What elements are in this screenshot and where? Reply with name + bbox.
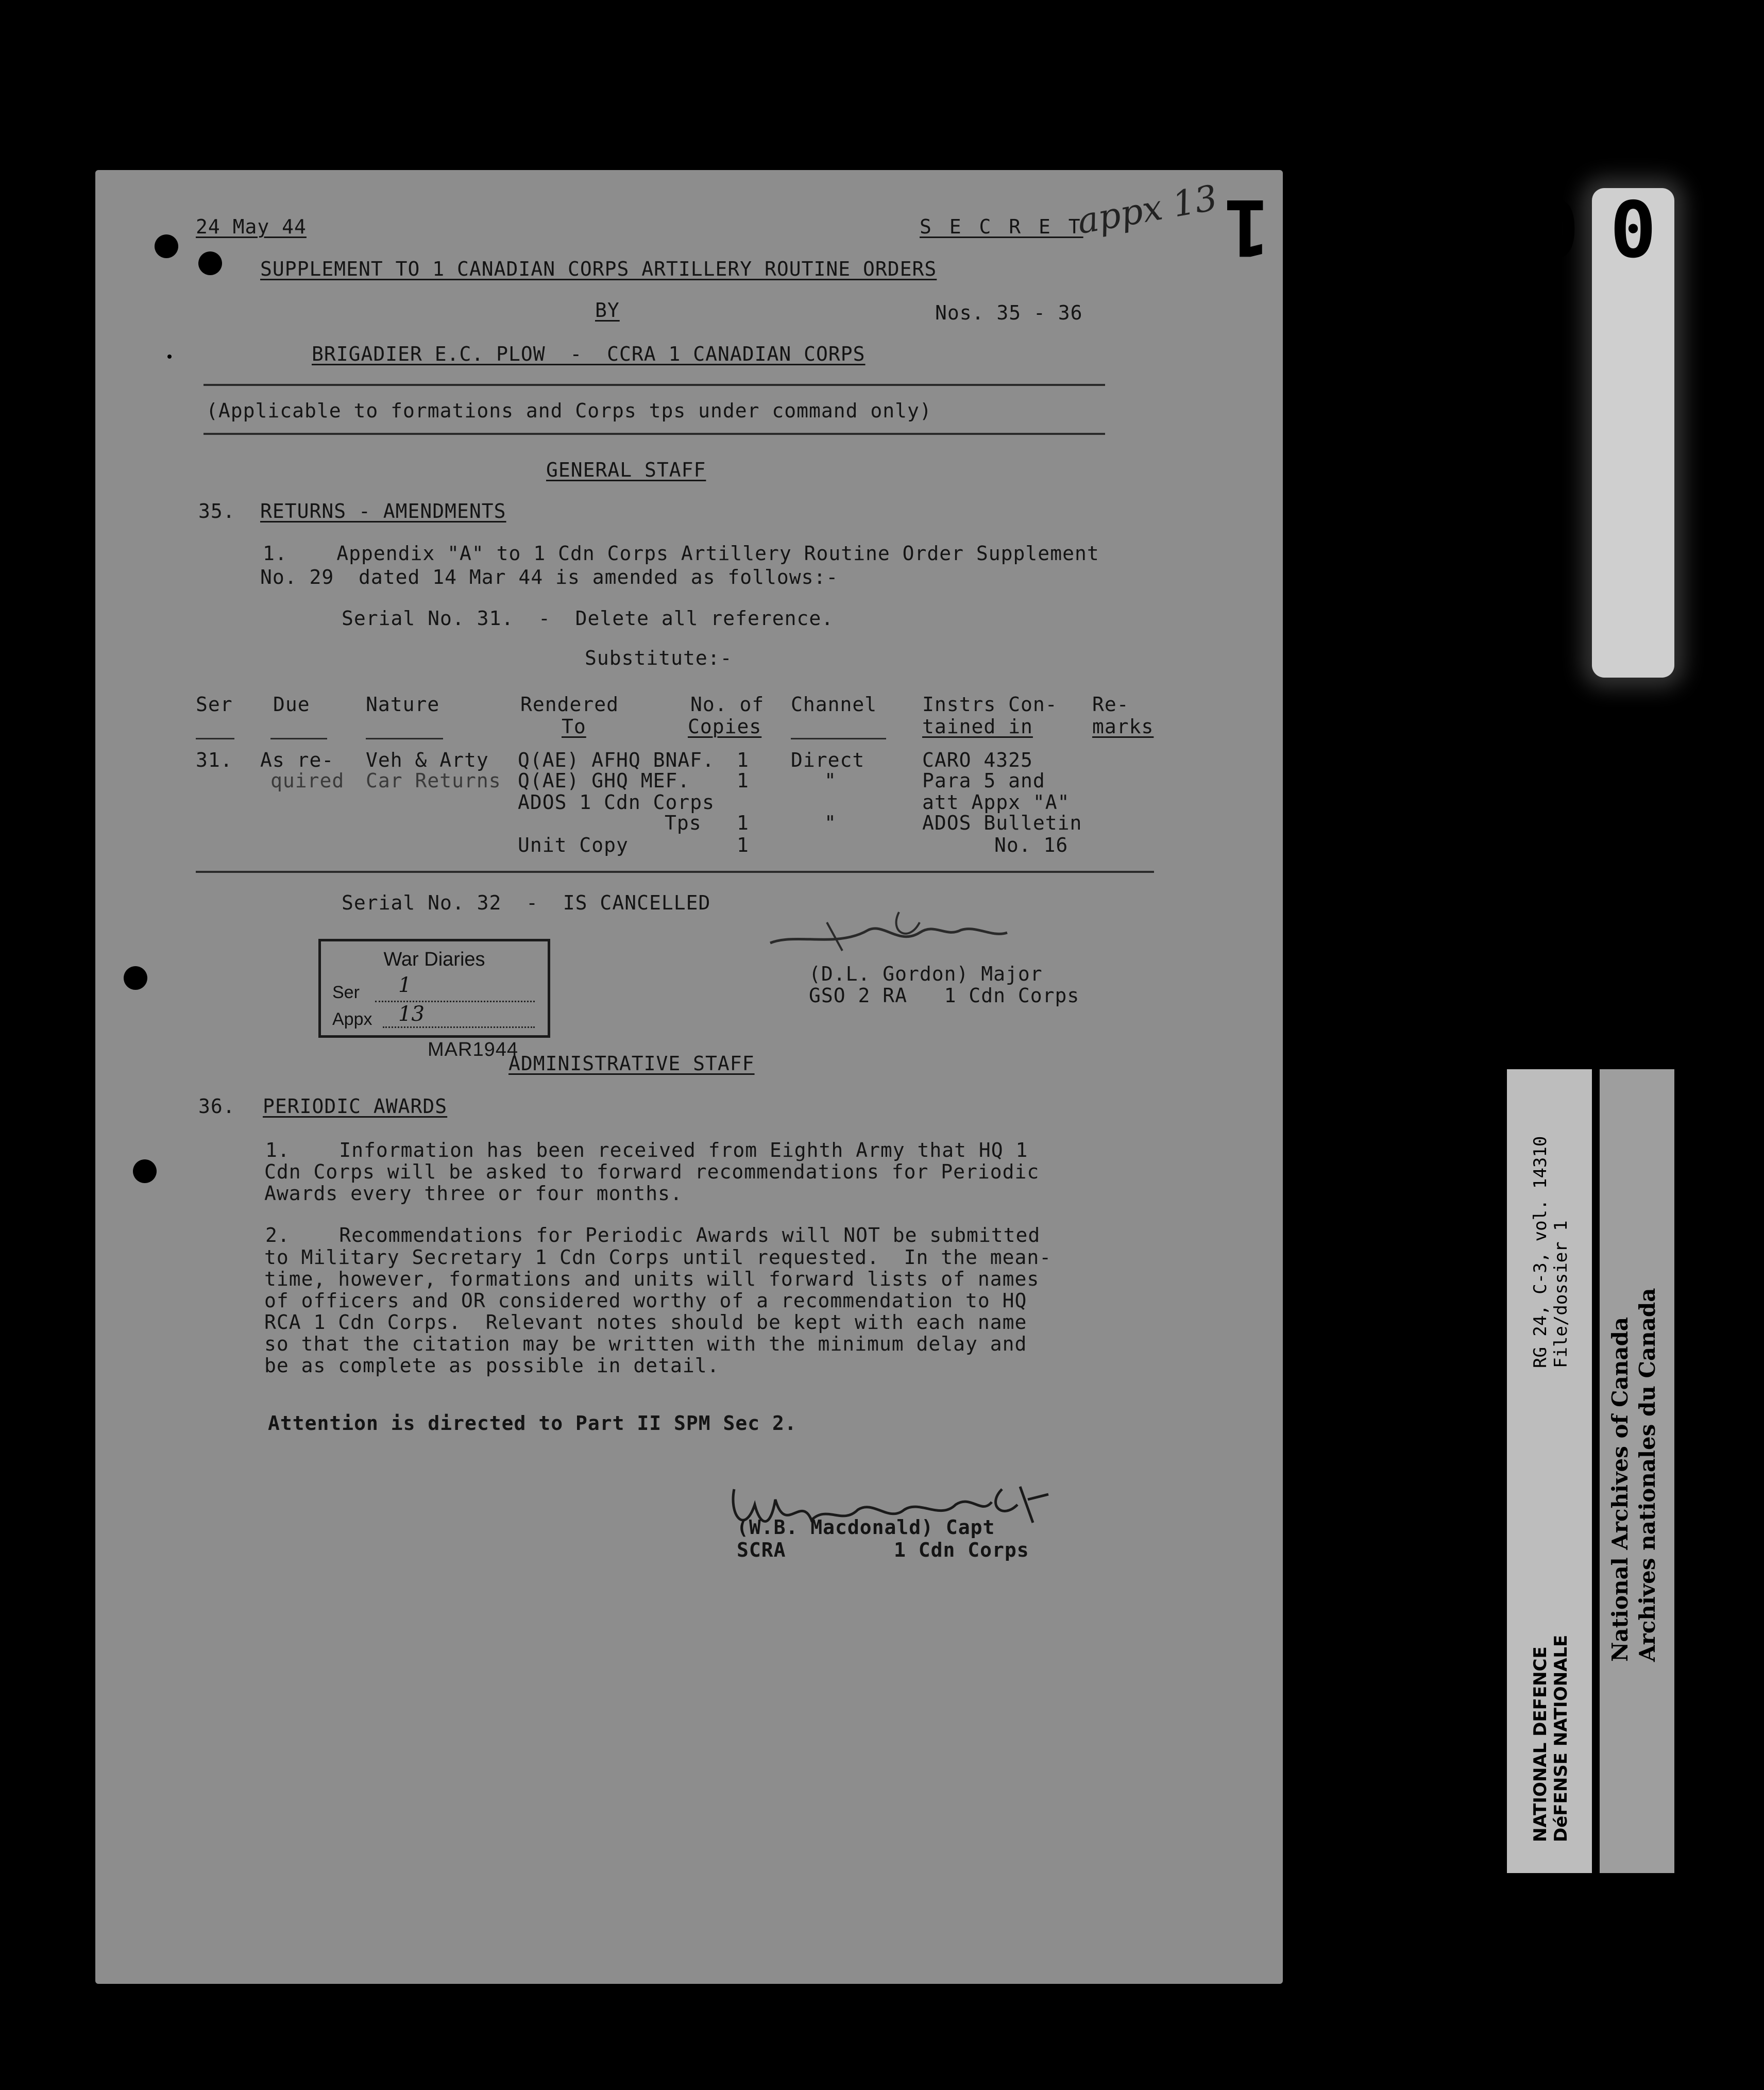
header-underline: [196, 738, 234, 739]
archives-canada-label: [1600, 1069, 1674, 1873]
paragraph-line: RCA 1 Cdn Corps. Relevant notes should be kept with each name: [264, 1311, 1027, 1334]
document-title: SUPPLEMENT TO 1 CANADIAN CORPS ARTILLERY ROUTINE ORDERS: [260, 258, 937, 280]
order-numbers: Nos. 35 - 36: [935, 301, 1083, 324]
table-cell: CARO 4325: [922, 749, 1033, 771]
document-date: 24 May 44: [196, 215, 307, 238]
paragraph-line: so that the citation may be written with the minimum delay and: [264, 1333, 1027, 1355]
table-header: No. of: [690, 693, 765, 716]
table-cell: Tps: [665, 812, 702, 834]
table-header: tained in: [922, 715, 1033, 738]
stamp-ser-label: Ser: [332, 983, 360, 1002]
table-cell: Q(AE) GHQ MEF.: [518, 769, 690, 792]
paragraph-line: Awards every three or four months.: [264, 1182, 683, 1205]
table-header: Due: [273, 693, 310, 716]
table-cell: As re-: [260, 749, 334, 771]
archive-reference-label: [1507, 1069, 1592, 1873]
by-line: BY: [595, 299, 620, 322]
frame-counter-digits: [1223, 182, 1672, 272]
substitute-label: Substitute:-: [585, 647, 733, 669]
department-label: DéFENSE NATIONALE: [1551, 1634, 1571, 1842]
table-cell: 1: [737, 812, 749, 834]
table-header: Channel: [791, 693, 877, 716]
table-cell: ADOS Bulletin: [922, 812, 1082, 834]
frame-counter-digit: 0: [1609, 182, 1657, 272]
stamp-dotted-line: [383, 1026, 535, 1028]
archives-name-fr: Archives nationales du Canada: [1635, 1288, 1660, 1662]
signatory-name: (W.B. Macdonald) Capt: [737, 1516, 995, 1539]
signatory-title: SCRA: [737, 1539, 786, 1561]
stamp-date: MAR1944: [428, 1039, 518, 1060]
table-cell: 1: [737, 769, 749, 792]
table-header: Ser: [196, 693, 233, 716]
item-number: 35.: [198, 500, 235, 522]
signatory-title: GSO 2 RA 1 Cdn Corps: [809, 984, 1080, 1007]
table-cell: 31.: [196, 749, 233, 771]
punch-hole: [198, 251, 222, 275]
serial-32-line: Serial No. 32 - IS CANCELLED: [342, 891, 711, 914]
war-diaries-stamp: [318, 939, 550, 1038]
table-header: Instrs Con-: [922, 693, 1058, 716]
section-heading-admin-staff: ADMINISTRATIVE STAFF: [508, 1052, 755, 1075]
paragraph-line: time, however, formations and units will forward lists of names: [264, 1268, 1040, 1290]
item-title: PERIODIC AWARDS: [263, 1095, 448, 1118]
table-cell: Para 5 and: [922, 769, 1045, 792]
punch-hole: [167, 355, 172, 359]
table-cell: ADOS 1 Cdn Corps: [518, 791, 715, 814]
paragraph-line: Cdn Corps will be asked to forward recommendations for Periodic: [264, 1160, 1040, 1183]
paragraph-line: 1. Information has been received from Eighth Army that HQ 1: [265, 1139, 1028, 1161]
document-page: [95, 170, 1283, 1984]
table-header: Copies: [688, 715, 762, 738]
department-label: NATIONAL DEFENCE: [1530, 1646, 1551, 1842]
paragraph-line: 2. Recommendations for Periodic Awards will NOT be submitted: [265, 1224, 1041, 1246]
table-cell: No. 16: [994, 834, 1068, 856]
classification: S E C R E T: [920, 215, 1083, 238]
item-title: RETURNS - AMENDMENTS: [260, 500, 506, 522]
signatory-title: 1 Cdn Corps: [894, 1539, 1029, 1561]
header-underline: [270, 738, 327, 739]
issuer: BRIGADIER E.C. PLOW - CCRA 1 CANADIAN CORPS: [312, 343, 866, 365]
stamp-appx-label: Appx: [332, 1009, 372, 1029]
table-header: Nature: [366, 693, 440, 716]
table-cell: ": [824, 812, 837, 834]
stamp-appx-value: 13: [398, 1002, 425, 1026]
file-reference: File/dossier 1: [1551, 1220, 1571, 1368]
signatory-name: (D.L. Gordon) Major: [809, 963, 1043, 985]
table-cell: ": [824, 769, 837, 792]
paragraph-line: to Military Secretary 1 Cdn Corps until requested. In the mean-: [264, 1246, 1052, 1269]
archives-name-en: National Archives of Canada: [1607, 1317, 1633, 1662]
paragraph-line: No. 29 dated 14 Mar 44 is amended as follows:-: [260, 566, 839, 588]
frame-counter-digit: 0: [1532, 182, 1580, 272]
frame-counter-digit: 0: [1455, 182, 1502, 272]
divider: [196, 871, 1154, 873]
header-underline: [791, 738, 886, 739]
table-cell: att Appx "A": [922, 791, 1070, 814]
table-cell: 1: [737, 749, 749, 771]
stamp-title: War Diaries: [383, 949, 485, 970]
table-cell: Direct: [791, 749, 865, 771]
applicability-note: (Applicable to formations and Corps tps under command only): [206, 399, 932, 422]
attention-line: Attention is directed to Part II SPM Sec 2.: [268, 1412, 797, 1435]
table-header: Re-: [1092, 693, 1129, 716]
signature-gordon: [765, 902, 1033, 964]
table-cell: Q(AE) AFHQ BNAF.: [518, 749, 715, 771]
item-number: 36.: [198, 1095, 235, 1118]
section-heading-general-staff: GENERAL STAFF: [546, 459, 706, 481]
table-header: marks: [1092, 715, 1154, 738]
punch-hole: [155, 234, 178, 258]
divider: [203, 433, 1105, 435]
header-underline: [366, 738, 443, 739]
paragraph-line: 1. Appendix "A" to 1 Cdn Corps Artillery Routine Order Supplement: [263, 542, 1099, 565]
appx-handwritten-note: appx 13: [1074, 177, 1220, 243]
table-cell: Car Returns: [366, 769, 501, 792]
frame-counter-digit: 1: [1223, 182, 1270, 272]
punch-hole: [124, 966, 147, 990]
table-cell: Veh & Arty: [366, 749, 489, 771]
table-cell: 1: [737, 834, 749, 856]
table-cell: Unit Copy: [518, 834, 629, 856]
divider: [203, 384, 1105, 386]
paragraph-line: of officers and OR considered worthy of a recommendation to HQ: [264, 1289, 1027, 1312]
record-group-reference: RG 24, C-3, vol. 14310: [1530, 1136, 1551, 1368]
paragraph-line: be as complete as possible in detail.: [264, 1354, 720, 1377]
frame-counter-digit: 8: [1300, 182, 1348, 272]
table-header: To: [562, 715, 586, 738]
stamp-ser-value: 1: [398, 973, 412, 997]
punch-hole: [133, 1159, 157, 1183]
table-header: Rendered: [520, 693, 619, 716]
frame-counter-digit: 0: [1378, 182, 1425, 272]
table-cell: quired: [270, 769, 345, 792]
serial-31-line: Serial No. 31. - Delete all reference.: [342, 607, 834, 630]
frame-counter: [1223, 182, 1674, 678]
